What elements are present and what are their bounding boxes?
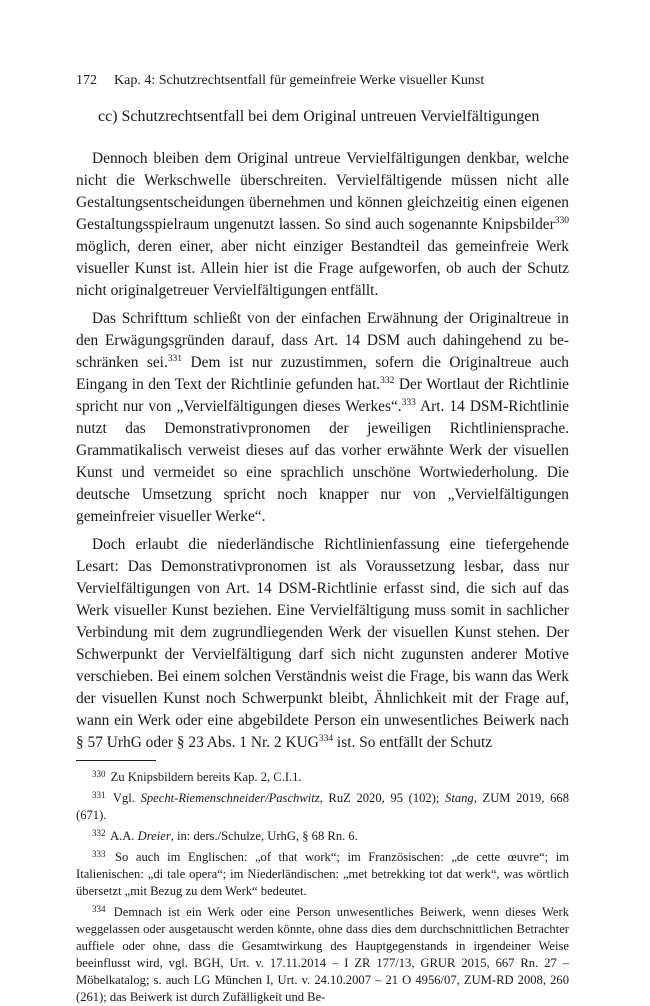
- footnote-number: 333: [92, 849, 106, 859]
- paragraph-3: [76, 534, 569, 754]
- footnote-text: So auch im Englischen: „of that work“; im Französischen: „de cette œuvre“; im Italienischen: „di tale opera“; im Niederländischen: „met betrekking tot dat werk“, was wörtlich übersetzt „mit Bezug zu dem Werk“ bedeutet.: [76, 850, 569, 898]
- footnote-330: [76, 769, 569, 786]
- footnote-334: [76, 904, 569, 1006]
- paragraph-text: Das Schrifttum schließt von der einfachen Erwähnung der Originaltreue in den Erwägungsgründen darauf, dass Art. 14 DSM auch dahingehend zu beschränken sei.: [76, 310, 569, 371]
- footnote-author: Dreier: [137, 829, 171, 843]
- footnotes: [76, 769, 569, 1006]
- footnote-333: [76, 849, 569, 900]
- footnote-text: , in: ders./Schulze, UrhG, § 68 Rn. 6.: [170, 829, 358, 843]
- footnote-ref-331: 331: [167, 354, 183, 364]
- paragraph-text: möglich, deren einer, aber nicht einziger Bestandteil das gemeinfreie Werk visueller Kunst ist. Allein hier ist die Frage aufgeworfen, ob auch der Schutz nicht originalgetreuer Vervielfältigungen entfällt.: [76, 238, 569, 299]
- footnote-text: , ZUM 2019, 668 (671).: [76, 791, 569, 822]
- footnote-ref-332: 332: [380, 376, 395, 386]
- footnote-ref-333: 333: [401, 398, 416, 408]
- footnote-text: , RuZ 2020, 95 (102);: [319, 791, 446, 805]
- footnote-number: 332: [92, 828, 106, 838]
- chapter-title: Kap. 4: Schutzrechtsentfall für gemeinfreie Werke visueller Kunst: [114, 73, 485, 88]
- paragraph-text: ist. So entfällt der Schutz: [333, 734, 493, 751]
- paragraph-2: [76, 308, 569, 528]
- footnote-number: 330: [92, 769, 106, 779]
- footnote-text: Demnach ist ein Werk oder eine Person unwesentliches Beiwerk, wenn dieses Werk weggelassen oder ausgetauscht werden könnte, ohne dass dies dem durchschnittlichen Betrachter auffiele oder ohne, dass die Gesamtwirkung des Hauptgegenstands in irgendeiner Weise beeinflusst wird, vgl. BGH, Urt. v. 17.11.2014 – I ZR 177/13, GRUR 2015, 667 Rn. 27 – Möbelkatalog; s. auch LG München I, Urt. v. 24.10.2007 – 21 O 4956/07, ZUM-RD 2008, 260 (261); das Beiwerk ist durch Zufälligkeit und Be-: [76, 905, 569, 1004]
- footnote-text: A.A.: [109, 829, 138, 843]
- footnote-331: [76, 790, 569, 824]
- footnote-number: 331: [92, 790, 106, 800]
- footnote-author: Stang: [445, 791, 474, 805]
- body-text: [76, 148, 569, 754]
- paragraph-text: Dem ist nur zuzustimmen, sofern die Originaltreue auch Eingang in den Text der Richtlinie gefunden hat.: [76, 354, 569, 393]
- footnote-number: 334: [92, 904, 106, 914]
- footnote-ref-330: 330: [554, 216, 569, 226]
- footnote-divider: [76, 760, 156, 761]
- paragraph-text: Dennoch bleiben dem Original untreue Vervielfältigungen denkbar, welche nicht die Werkschwelle überschreiten. Vervielfältigende müssen nicht alle Gestaltungsentscheidungen übernehmen und können gleichzeitig einen eigenen Gestaltungsspielraum ungenutzt lassen. So sind auch sogenannte Knipsbilder: [76, 150, 569, 233]
- paragraph-text: Der Wortlaut der Richtlinie spricht nur von „Vervielfältigungen dieses Werkes“.: [76, 376, 569, 415]
- page-number: 172: [76, 73, 97, 88]
- running-header: [76, 72, 569, 90]
- book-page: [76, 72, 569, 1006]
- footnote-332: [76, 828, 569, 845]
- footnote-author: Specht-Riemenschneider/Paschwitz: [140, 791, 320, 805]
- paragraph-1: [76, 148, 569, 302]
- footnote-text: Vgl.: [112, 791, 141, 805]
- paragraph-text: Art. 14 DSM-Richtlinie nutzt das Demonstrativpronomen der jeweiligen Richtliniensprache. Grammatikalisch verweist dieses auf das vorher erwähnte Werk der visuellen Kunst und vermeidet so eine sprachlich unschöne Wortwiederholung. Die deutsche Umsetzung spricht noch knapper nur von „Vervielfältigungen gemeinfreier visueller Werke“.: [76, 398, 569, 525]
- paragraph-text: Doch erlaubt die niederländische Richtlinienfassung eine tiefergehende Lesart: Das Demonstrativpronomen ist als Voraussetzung lesbar, dass nur Vervielfältigungen von Art. 14 DSM-Richtlinie erfasst sind, die sich auf das Werk visueller Kunst beziehen. Eine Vervielfältigung muss somit in sachlicher Verbindung mit dem zugrundliegenden Werk der visuellen Kunst stehen. Der Schwerpunkt der Vervielfältigung darf sich nicht zugunsten anderer Motive verschieben. Bei einem solchen Verständnis weist die Frage, bis wann das Werk der visuellen Kunst noch Schwerpunkt bleibt, Ähnlichkeit mit der Frage auf, wann ein Werk oder eine abgebildete Person ein unwesentliches Beiwerk nach § 57 UrhG oder § 23 Abs. 1 Nr. 2 KUG: [76, 536, 569, 751]
- footnote-ref-334: 334: [318, 734, 334, 744]
- section-heading: cc) Schutzrechtsentfall bei dem Original untreuen Vervielfältigungen: [98, 108, 540, 125]
- footnote-text: Zu Knipsbildern bereits Kap. 2, C.I.1.: [110, 770, 302, 784]
